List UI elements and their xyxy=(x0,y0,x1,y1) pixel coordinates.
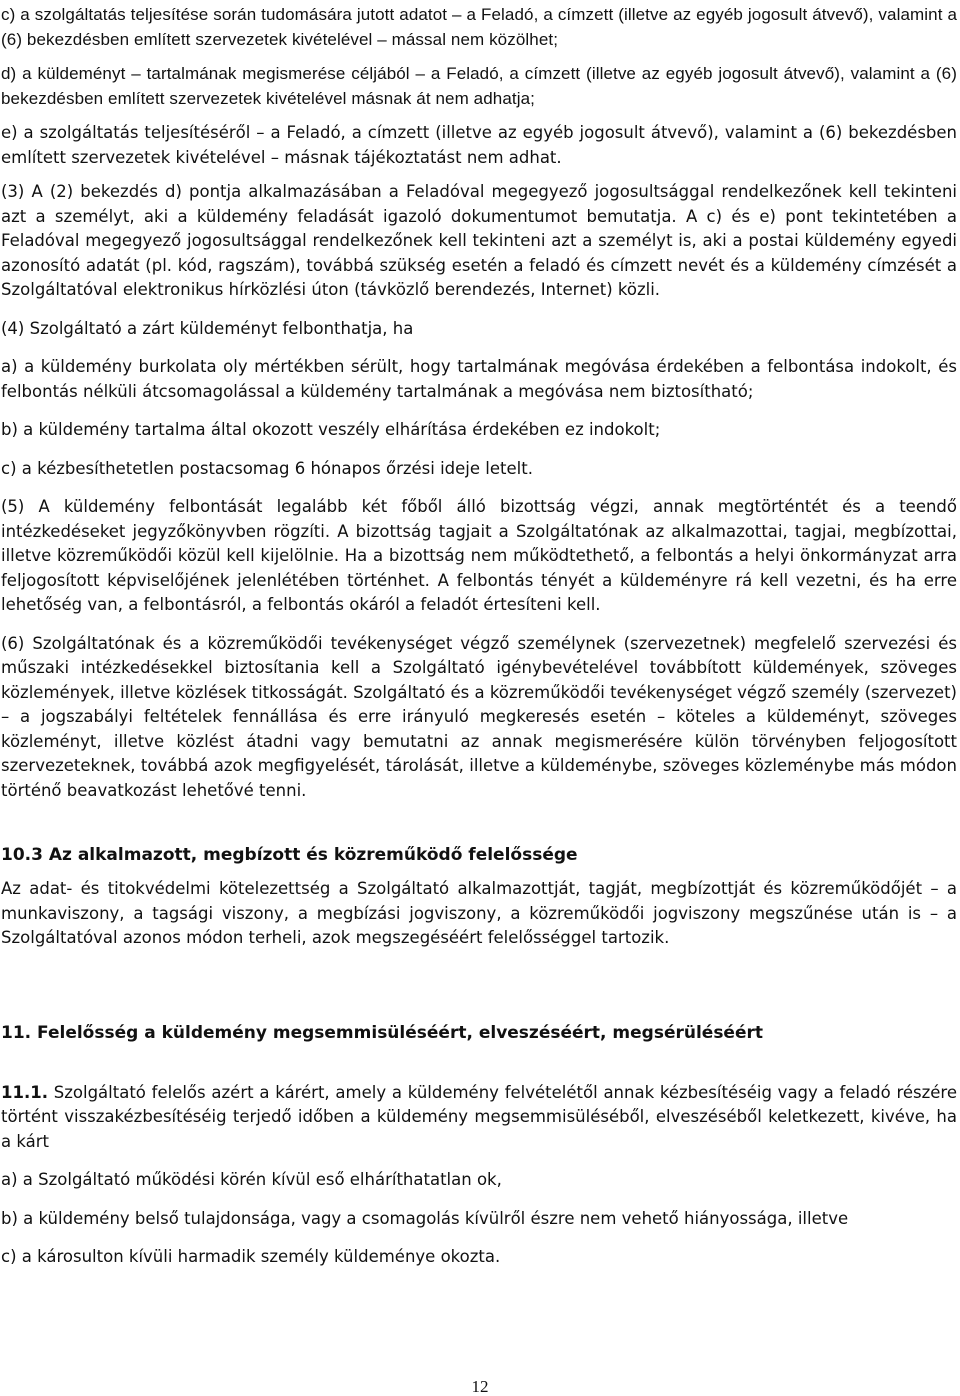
section-11-item-b: b) a küldemény belső tulajdonsága, vagy a csomagolás kívülről észre nem vehető hiányossága, illetve xyxy=(1,1208,849,1228)
paragraph-4-a: a) a küldemény burkolata oly mértékben sérült, hogy tartalmának megóvása érdekében a felbontása indokolt, és felbontás nélküli átcsomagolással a küldemény tartalmának a megóvása nem biztosítható; xyxy=(1,357,957,401)
paragraph-6: (6) Szolgáltatónak és a közreműködői tevékenységet végző személynek (szervezetnek) megfelelő szervezési és műszaki intézkedésekkel biztosítania kell a Szolgáltató igénybevételével továbbított küldemények, szöveges közlemények, illetve közlések titkosságát. Szolgáltató és a közreműködői tevékenységet végző személy (szervezet) – a jogszabályi feltételek fennállása és erre irányuló megkeresés esetén – köteles a küldeményt, szöveges közleményt, illetve közlést átadni vagy bemutatni az annak megismerésére külön törvényben feljogosított szervezeteknek, továbbá azok megfigyelését, tárolását, illetve a küldeménybe, szöveges közleménybe más módon történő beavatkozást lehetővé tenni. xyxy=(1,633,957,800)
section-11-item-c: c) a károsulton kívüli harmadik személy küldeménye okozta. xyxy=(1,1247,501,1266)
clause-c: c) a szolgáltatás teljesítése során tudomására jutott adatot – a Feladó, a címzett (illetve az egyéb jogosult átvevő), valamint a (6) bekezdésben említett szervezetek kivételével – mással nem közölhet; xyxy=(1,5,957,49)
section-heading-10-3: 10.3 Az alkalmazott, megbízott és közreműködő felelőssége xyxy=(1,845,578,865)
clause-e: e) a szolgáltatás teljesítéséről – a Feladó, a címzett (illetve az egyéb jogosult átvevő), valamint a (6) bekezdésben említett szervezetek kivételével – másnak tájékoztatást nem adhat. xyxy=(1,123,957,167)
clause-d: d) a küldeményt – tartalmának megismerése céljából – a Feladó, a címzett (illetve az egyéb jogosult átvevő), valamint a (6) bekezdésben említett szervezetek kivételével másnak át nem adhatja; xyxy=(1,64,957,108)
section-11-1-number: 11.1. xyxy=(1,1082,48,1102)
paragraph-4: (4) Szolgáltató a zárt küldeményt felbonthatja, ha xyxy=(1,318,414,338)
section-11-item-a: a) a Szolgáltató működési körén kívül eső elháríthatatlan ok, xyxy=(1,1170,502,1189)
paragraph-4-c: c) a kézbesíthetetlen postacsomag 6 hónapos őrzési ideje letelt. xyxy=(1,458,533,478)
page-content xyxy=(1,3,957,1270)
section-heading-11: 11. Felelősség a küldemény megsemmisüléséért, elveszéséért, megsérüléséért xyxy=(1,1022,764,1043)
page-number: 12 xyxy=(471,1377,489,1396)
paragraph-4-b: b) a küldemény tartalma által okozott veszély elhárítása érdekében ez indokolt; xyxy=(1,420,661,439)
paragraph-5: (5) A küldemény felbontását legalább két főből álló bizottság végzi, annak megtörténtét és a teendő intézkedéseket jegyzőkönyvben rögzíti. A bizottság tagjait a Szolgáltatónak az alkalmazottai, tagjai, megbízottai, illetve közreműködői közül kell kijelölnie. Ha a bizottság nem működtethető, a felbontás a helyi önkormányzat arra feljogosított képviselőjének jelenlétében történhet. A felbontás tényét a küldeményre rá kell vezetni, és ha erre lehetőség van, a felbontásról, a felbontás okáról a feladót értesíteni kell. xyxy=(1,497,957,614)
section-11-1-lead: Szolgáltató felelős azért a kárért, amely a küldemény felvételétől annak kézbesítéséig vagy a feladó részére történt visszakézbesítéséig terjedő időben a küldemény megsemmisüléséből, elveszéséből keletkezett, kivéve, ha a kárt xyxy=(1,1082,957,1151)
section-10-3-text: Az adat- és titokvédelmi kötelezettség a Szolgáltató alkalmazottját, tagját, megbízottját és közreműködőjét – a munkaviszony, a tagsági viszony, a megbízási jogviszony, a közreműködői jogviszony megszűnése után is – a Szolgáltatóval azonos módon terheli, azok megszegéséért felelősséggel tartozik. xyxy=(1,879,957,947)
section-11-1-text xyxy=(1,1081,957,1155)
paragraph-3: (3) A (2) bekezdés d) pontja alkalmazásában a Feladóval megegyező jogosultsággal rendelkezőnek kell tekinteni azt a személyt, aki a küldemény feladását igazoló dokumentumot bemutatja. A c) és e) pont tekintetében a Feladóval megegyező jogosultsággal rendelkezőnek kell tekinteni azt a személyt is, aki a postai küldemény egyedi azonosító adatát (pl. kód, ragszám), továbbá szükség esetén a feladó és címzett nevét és a küldemény címzését a Szolgáltatóval elektronikus hírközlési úton (távközlő berendezés, Internet) közli. xyxy=(1,182,957,299)
